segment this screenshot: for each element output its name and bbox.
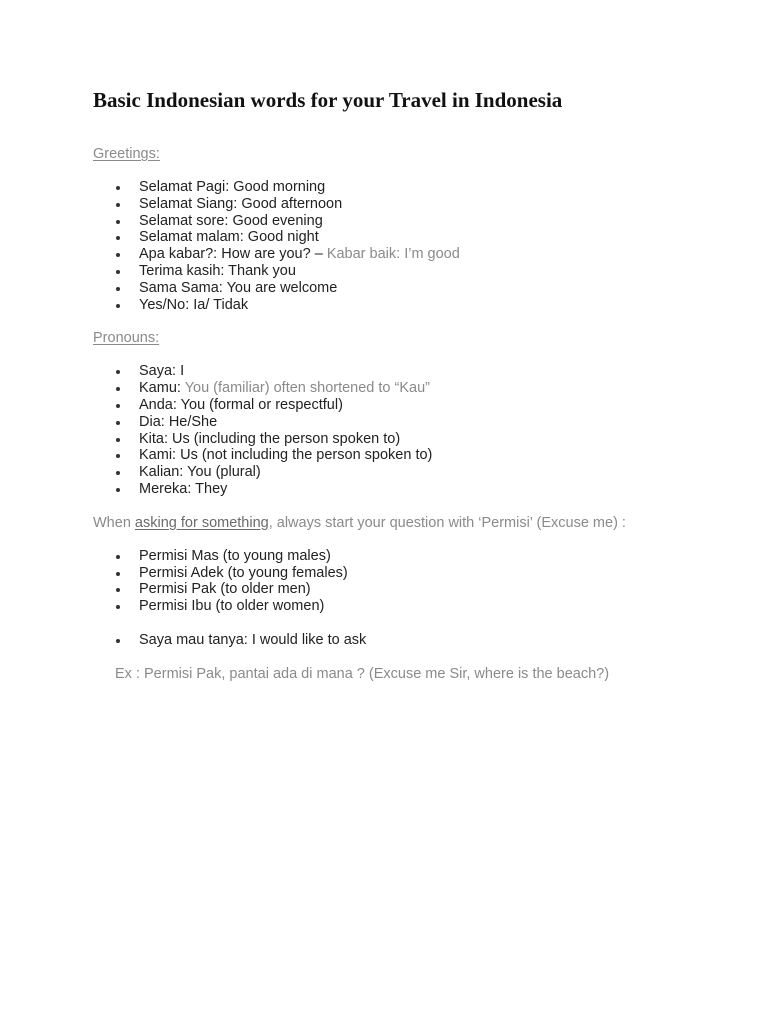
permisi-list <box>93 548 713 615</box>
list-item: Selamat Siang: Good afternoon <box>93 196 713 213</box>
bullet-dot <box>116 203 120 207</box>
list-item: Anda: You (formal or respectful) <box>93 397 713 414</box>
list-item: Saya mau tanya: I would like to ask <box>93 632 713 649</box>
bullet-dot <box>116 471 120 475</box>
bullet-dot <box>116 555 120 559</box>
bullet-dot <box>116 454 120 458</box>
list-item: Selamat sore: Good evening <box>93 213 713 230</box>
bullet-dot <box>116 387 120 391</box>
list-item: Mereka: They <box>93 481 713 498</box>
bullet-dot <box>116 370 120 374</box>
list-item: Kita: Us (including the person spoken to) <box>93 431 713 448</box>
list-item: Apa kabar?: How are you? – Kabar baik: I’m good <box>93 246 713 263</box>
greetings-heading: Greetings: <box>93 146 160 162</box>
list-item: Yes/No: Ia/ Tidak <box>93 297 713 314</box>
document-page <box>93 86 713 683</box>
list-item: Kalian: You (plural) <box>93 464 713 481</box>
pronouns-heading: Pronouns: <box>93 330 160 347</box>
bullet-dot <box>116 270 120 274</box>
bullet-dot <box>116 572 120 576</box>
list-item: Permisi Mas (to young males) <box>93 548 713 565</box>
bullet-dot <box>116 220 120 224</box>
bullet-dot <box>116 186 120 190</box>
list-item: Dia: He/She <box>93 414 713 431</box>
bullet-dot <box>116 287 120 291</box>
list-item: Sama Sama: You are welcome <box>93 280 713 297</box>
list-item: Kamu: You (familiar) often shortened to “Kau” <box>93 380 713 397</box>
page-title: Basic Indonesian words for your Travel in Indonesia <box>93 88 563 112</box>
list-item: Terima kasih: Thank you <box>93 263 713 280</box>
pronouns-list <box>93 363 713 497</box>
bullet-dot <box>116 639 120 643</box>
asking-intro: When asking for something, always start your question with ‘Permisi’ (Excuse me) : <box>93 514 626 531</box>
list-item: Saya: I <box>93 363 713 380</box>
greetings-list <box>93 179 713 313</box>
bullet-dot <box>116 605 120 609</box>
bullet-dot <box>116 438 120 442</box>
list-item: Permisi Adek (to young females) <box>93 565 713 582</box>
list-item: Selamat malam: Good night <box>93 229 713 246</box>
bullet-dot <box>116 588 120 592</box>
bullet-dot <box>116 253 120 257</box>
bullet-dot <box>116 236 120 240</box>
example-sentence: Ex : Permisi Pak, pantai ada di mana ? (Excuse me Sir, where is the beach?) <box>115 665 610 682</box>
asking-for-something-link[interactable]: asking for something <box>134 514 269 531</box>
bullet-dot <box>116 404 120 408</box>
bullet-dot <box>116 304 120 308</box>
bullet-dot <box>116 488 120 492</box>
bullet-dot <box>116 421 120 425</box>
ask-phrase-list <box>93 632 713 649</box>
list-item: Permisi Pak (to older men) <box>93 581 713 598</box>
list-item: Selamat Pagi: Good morning <box>93 179 713 196</box>
list-item: Kami: Us (not including the person spoken to) <box>93 447 713 464</box>
list-item: Permisi Ibu (to older women) <box>93 598 713 615</box>
